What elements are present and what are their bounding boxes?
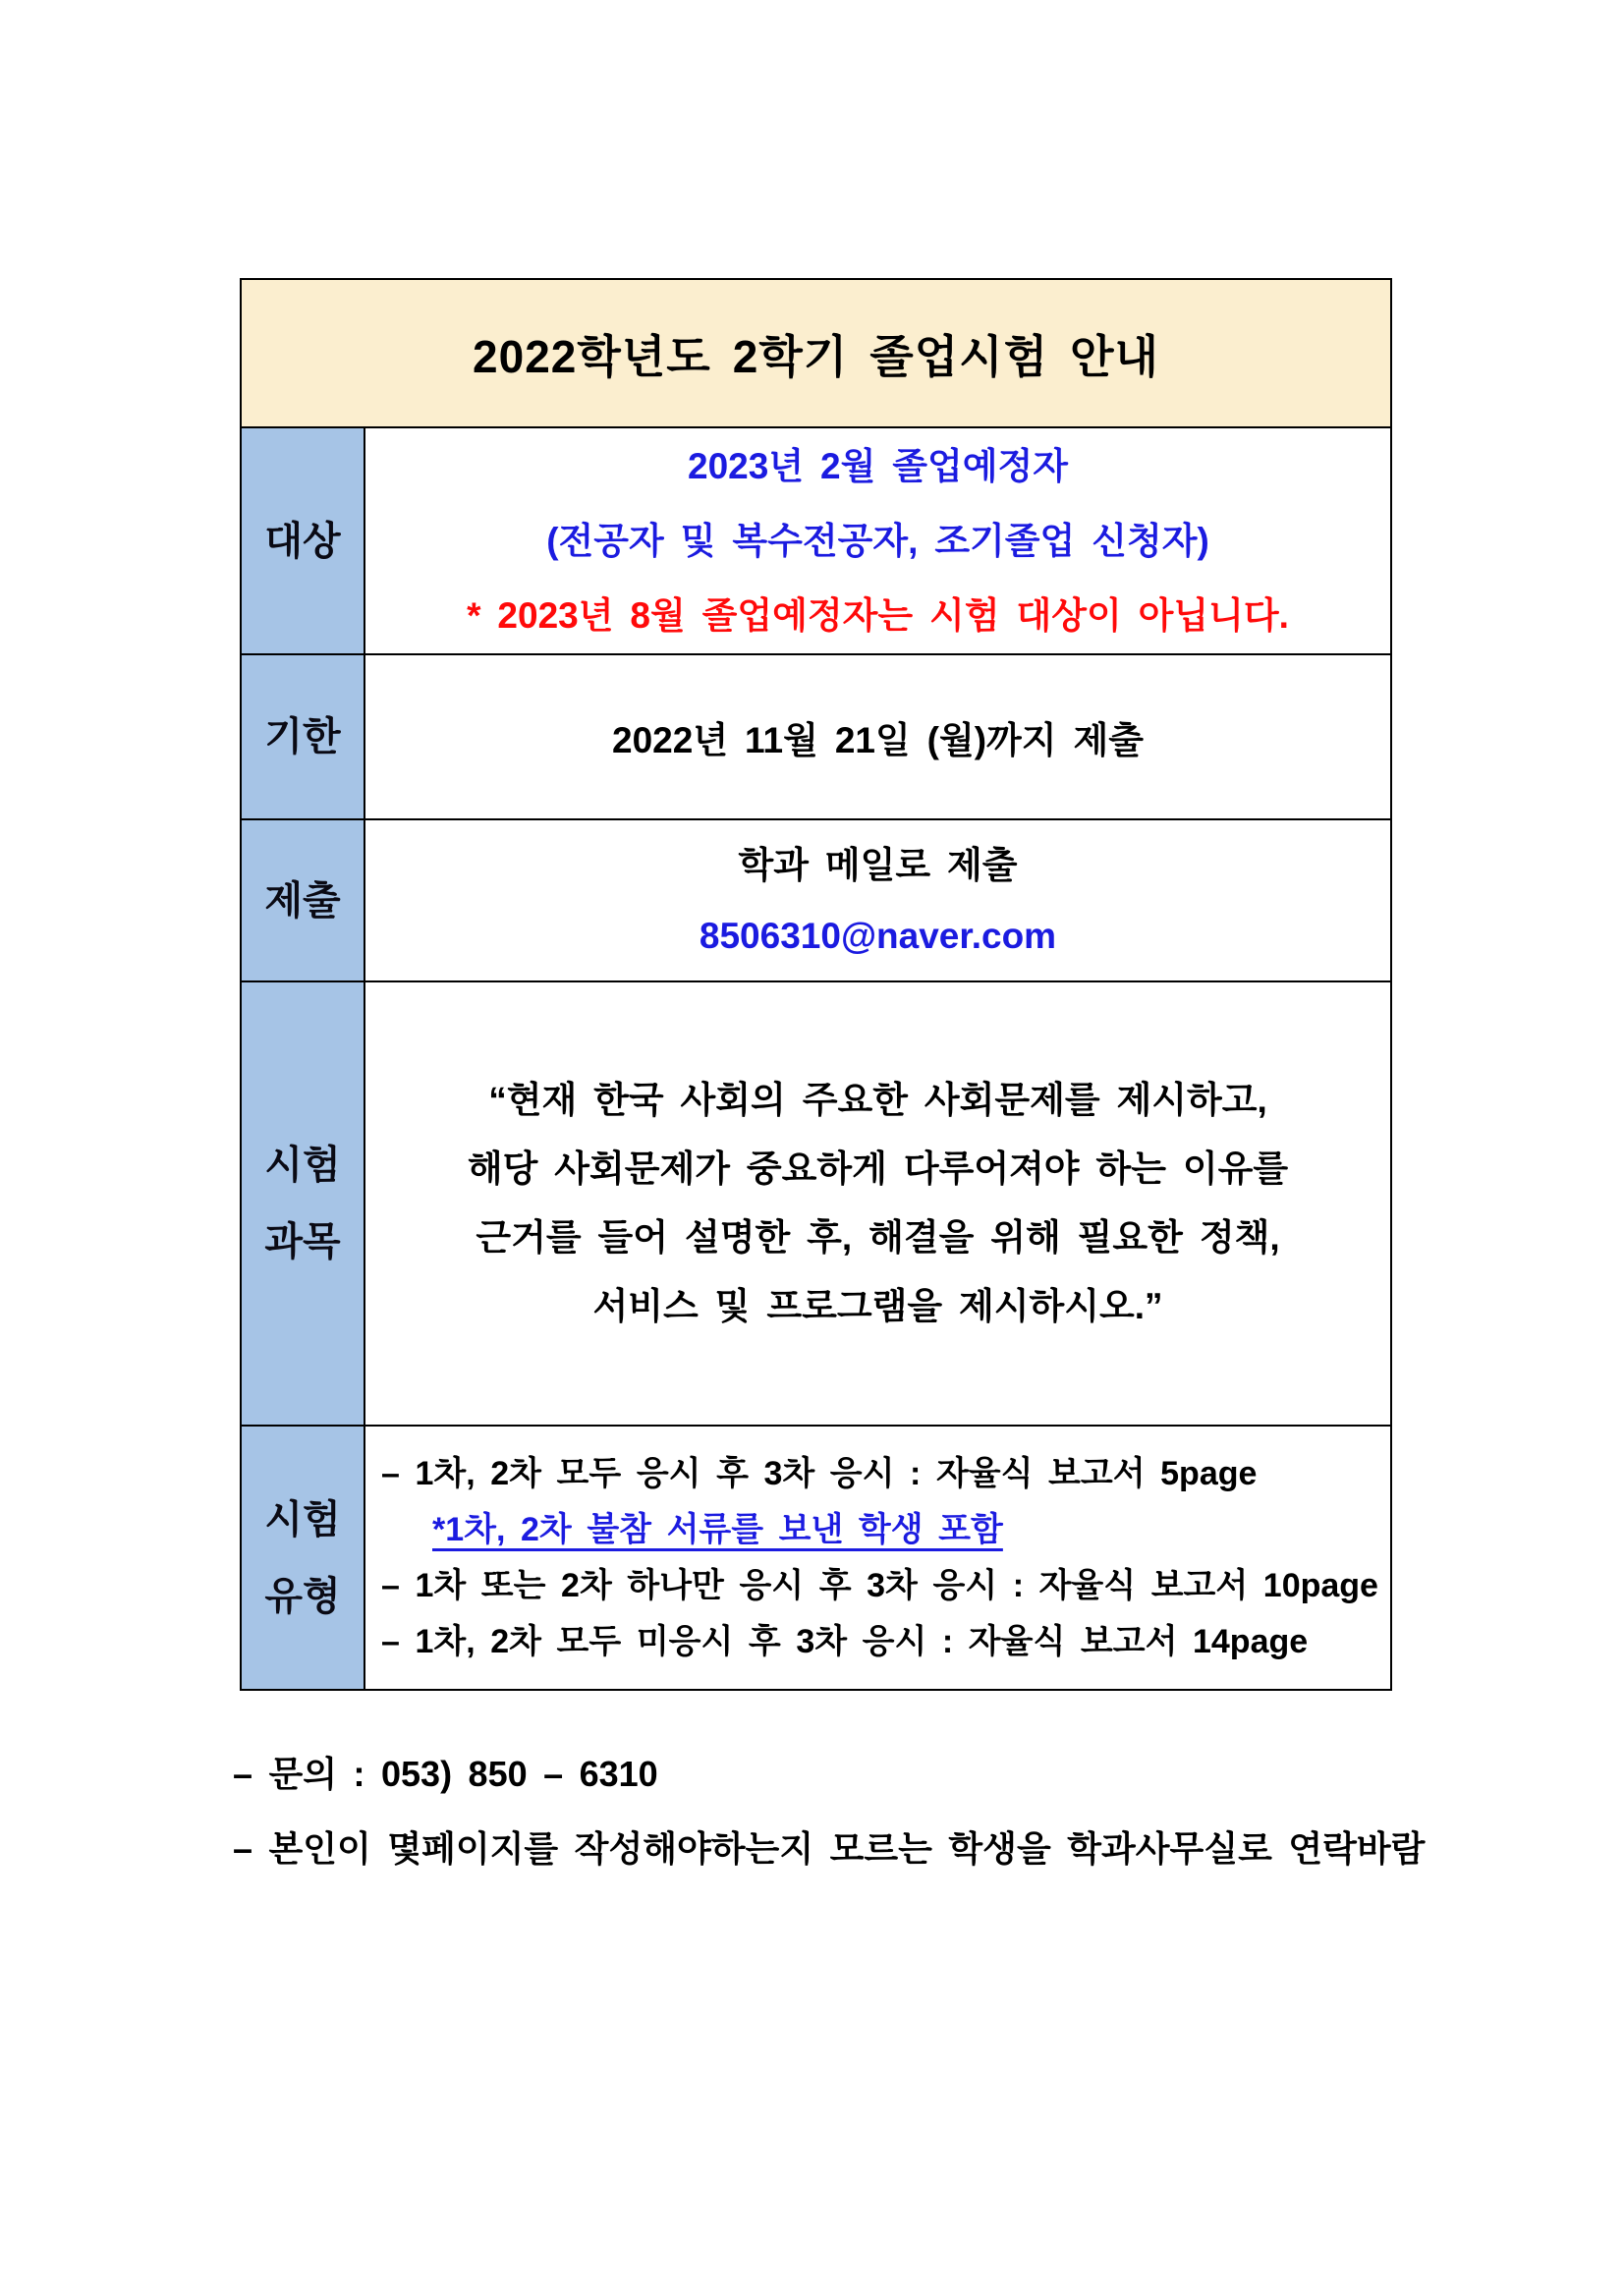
exam-type-option-1: – 1차, 2차 모두 응시 후 3차 응시 : 자율식 보고서 5page — [381, 1454, 1258, 1492]
graduation-exam-notice-table — [240, 278, 1392, 1691]
label-line-subject: 과목 — [264, 1220, 341, 1263]
submit-content — [364, 819, 1391, 981]
page-title: 2022학년도 2학기 졸업시험 안내 — [241, 279, 1391, 427]
table-row-target — [241, 427, 1391, 654]
table-row-exam-subject — [241, 981, 1391, 1426]
target-line-2: (전공자 및 복수전공자, 조기졸업 신청자) — [546, 520, 1209, 561]
exam-type-content — [364, 1426, 1391, 1690]
exam-type-option-2: – 1차 또는 2차 하나만 응시 후 3차 응시 : 자율식 보고서 10page — [381, 1566, 1378, 1604]
submit-method-line: 학과 메일로 제출 — [738, 844, 1018, 885]
label-line-exam: 시험 — [264, 1144, 341, 1187]
subject-question-line-4: 서비스 및 프로그램을 제시하시오.” — [592, 1286, 1163, 1326]
row-label-submit: 제출 — [241, 819, 364, 981]
table-row-title — [241, 279, 1391, 427]
row-label-exam-type — [241, 1426, 364, 1690]
label-line-type: 유형 — [264, 1574, 341, 1618]
label-line-exam2: 시험 — [264, 1497, 341, 1541]
table-row-exam-type — [241, 1426, 1391, 1690]
exam-type-option-3: – 1차, 2차 모두 미응시 후 3차 응시 : 자율식 보고서 14page — [381, 1622, 1309, 1660]
row-label-target: 대상 — [241, 427, 364, 654]
subject-question-line-2: 해당 사회문제가 중요하게 다루어져야 하는 이유를 — [467, 1148, 1289, 1189]
footer-notes — [233, 1737, 1425, 1886]
target-content — [364, 427, 1391, 654]
page-count-help-line: – 본인이 몇페이지를 작성해야하는지 모르는 학생을 학과사무실로 연락바람 — [233, 1828, 1426, 1869]
subject-question-line-3: 근거를 들어 설명한 후, 해결을 위해 필요한 정책, — [476, 1217, 1280, 1258]
submit-email: 8506310@naver.com — [699, 915, 1057, 956]
table-row-deadline — [241, 654, 1391, 819]
row-label-deadline: 기한 — [241, 654, 364, 819]
deadline-content: 2022년 11월 21일 (월)까지 제출 — [364, 654, 1391, 819]
row-label-exam-subject — [241, 981, 364, 1426]
table-row-submit — [241, 819, 1391, 981]
exam-subject-content — [364, 981, 1391, 1426]
target-line-1: 2023년 2월 졸업예정자 — [688, 445, 1068, 486]
exam-type-included-note: *1차, 2차 불참 서류를 보낸 학생 포함 — [432, 1510, 1003, 1548]
target-warning-line: * 2023년 8월 졸업예정자는 시험 대상이 아닙니다. — [467, 594, 1289, 636]
subject-question-line-1: “현재 한국 사회의 주요한 사회문제를 제시하고, — [488, 1080, 1267, 1120]
contact-phone-line: – 문의 : 053) 850 – 6310 — [233, 1754, 658, 1794]
